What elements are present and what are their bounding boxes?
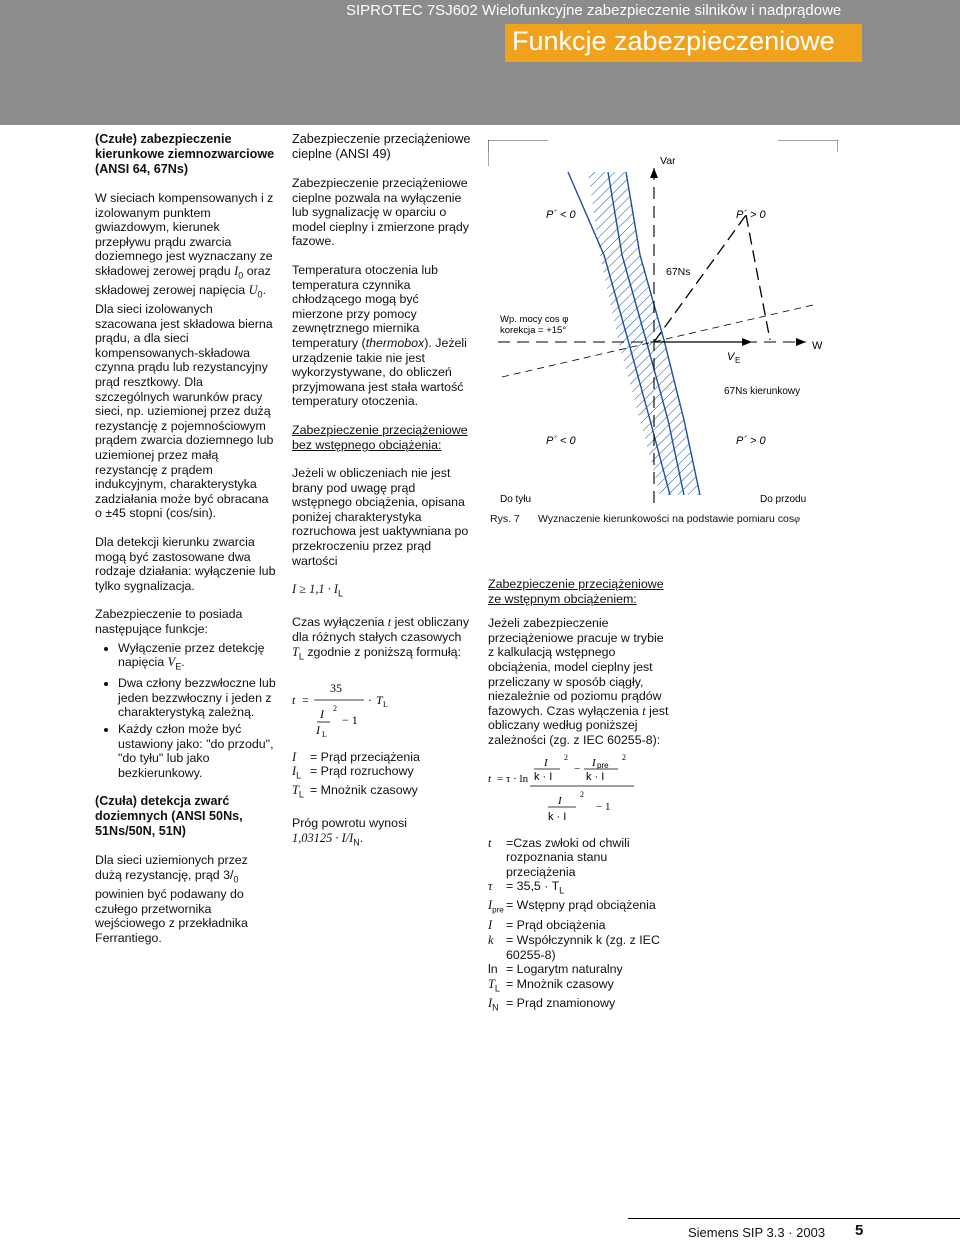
formula-Ipre-sub: pre: [597, 760, 609, 770]
section-title: Funkcje zabezpieczeniowe: [512, 26, 835, 56]
paragraph-67ns-intro: W sieciach kompensowanych i z izolowanym punktem gwiazdowym, kierunek przepływu prądu zwarcia doziemnego jest wyznaczany ze składowej zerowej prądu $I_0$ oraz składowej zerowej napięcia $U_0$. Dla sieci izolowanych szacowana jest składowa bierna prądu, a dla sieci kompensowanych-składowa czynna prądu lub rezystancyjny prąd resztkowy. Dla szczególnych warunków pracy sieci, np. uziemionej przez dużą rezystancję z pojemnościowym prądem zwarcia doziemnego lub uziemionej przez małą rezystancję z prądem indukcyjnym, charakterystyka zadziałania może być obracana o ±45 stopni (cos/sin).: [95, 191, 274, 521]
formula-t: t: [292, 692, 296, 707]
paragraph-ambient: Temperatura otoczenia lub temperatura czynnika chłodzącego mogą być mierzone przy pomocy zewnętrznego miernika temperatury (thermobox). Jeżeli urządzenie takie nie jest wykorzystywane, do obliczeń przyjmowana jest stała wartość temperatury otoczenia.: [292, 262, 467, 409]
definition-list: [292, 750, 472, 803]
paragraph-reset: Próg powrotu wynosi $1,03125 \cdot I/I_N$.: [292, 816, 408, 848]
formula-no-preload: [292, 678, 472, 740]
formula-dot: ·: [368, 692, 372, 707]
formula-sq1: 2: [564, 752, 568, 762]
label-fwd: Do przodu: [760, 494, 807, 505]
vector-67ns: [654, 215, 746, 342]
formula-TL: T: [376, 692, 383, 707]
list-item: • Każdy człon może być ustawiony jako: "do przodu", "do tyłu" lub jako bezkierunkowy.: [118, 722, 277, 780]
formula-sq2: 2: [622, 752, 626, 762]
formula-kIN-2: k · I: [586, 770, 605, 783]
formula-eq: = τ · ln: [497, 772, 529, 785]
label-p-neg-top: P´ < 0: [546, 209, 576, 221]
formula-kIN: k · I: [534, 770, 553, 783]
label-p-pos-bot: P´ > 0: [736, 435, 766, 447]
definition-row: ln = Logarytm naturalny: [488, 962, 623, 977]
label-back: Do tyłu: [500, 494, 532, 505]
formula-TL-sub: L: [383, 699, 388, 709]
label-ve: V: [727, 351, 735, 363]
formula-sq: 2: [333, 703, 337, 713]
formula-t: t: [488, 772, 492, 785]
footer-text: Siemens SIP 3.3 · 2003: [688, 1225, 826, 1240]
formula-minus1: − 1: [342, 712, 358, 727]
label-p-neg-bot: P´ < 0: [546, 435, 576, 447]
paragraph-trip-time: Czas wyłączenia t jest obliczany dla różnych stałych czasowych $T_L$ zgodnie z poniższą formułą:: [292, 615, 470, 661]
formula-sq3: 2: [580, 789, 584, 799]
formula-eq: =: [302, 692, 309, 707]
list-item: • Wyłączenie przez detekcję napięcia $V_E$.: [118, 641, 277, 675]
subheading-preload: Zabezpieczenie przeciążeniowe ze wstępnym obciążeniem:: [488, 577, 664, 606]
label-korekcja: korekcja = +15°: [500, 325, 567, 336]
figure-caption: Wyznaczenie kierunkowości na podstawie pomiaru cosφ: [538, 513, 800, 525]
list-item: • Dwa człony bezzwłoczne lub jeden bezzwłoczny i jeden z charakterystyką zależną.: [118, 676, 277, 720]
definition-row: t =Czas zwłoki od chwili rozpoznania stanu przeciążenia: [488, 835, 630, 879]
formula-IL-sub: L: [322, 729, 327, 739]
formula-Ipre: I: [592, 756, 596, 769]
heading-ansi49: Zabezpieczenie przeciążeniowe cieplne (ANSI 49): [292, 132, 471, 161]
label-p-pos-top: P´ > 0: [736, 209, 766, 221]
function-list: [95, 641, 277, 781]
paragraph-thermal-intro: Zabezpieczenie przeciążeniowe cieplne pozwala na wyłączenie lub sygnalizację w oparciu o model cieplny i zmierzone prądy fazowe.: [292, 176, 469, 249]
label-ve-sub: E: [735, 356, 741, 365]
page-number: 5: [855, 1222, 864, 1239]
definition-row: $I_{pre}$ = Wstępny prąd obciążenia: [488, 898, 656, 915]
vector-projection: [746, 215, 770, 340]
figure-caption-number: Rys. 7: [490, 513, 520, 525]
definition-list: [488, 836, 670, 1015]
column-2: [292, 132, 472, 864]
formula-num: 35: [330, 680, 342, 695]
heading-67ns: (Czułe) zabezpieczenie kierunkowe ziemnozwarciowe (ANSI 64, 67Ns): [95, 132, 275, 176]
label-wp: Wp. mocy cos φ: [500, 314, 569, 325]
column-1: [95, 132, 277, 959]
subheading-no-preload: Zabezpieczenie przeciążeniowe bez wstępnego obciążenia:: [292, 422, 468, 452]
paragraph-67ns-modes: Dla detekcji kierunku zwarcia mogą być zastosowane dwa rodzaje działania: wyłączenie lub tylko sygnalizacja.: [95, 535, 276, 593]
definition-row: $T_L$ = Mnożnik czasowy: [488, 976, 614, 994]
paragraph-50ns: Dla sieci uziemionych przez dużą rezystancję, prąd $3/_0$ powinien być podawany do czułego przetwornika wejściowego z przekładnika Ferrantiego.: [95, 853, 248, 945]
formula-kIN-3: k · I: [548, 810, 567, 823]
formula-minus: −: [574, 762, 581, 775]
label-67ns: 67Ns: [666, 266, 691, 278]
paragraph-no-preload: Jeżeli w obliczeniach nie jest brany pod uwagę prąd wstępnego obciążenia, opisana poniżej charakterystyka rozruchowa jest uaktywniana po przekroczeniu przez prąd wartości: [292, 466, 469, 568]
heading-50ns: (Czuła) detekcja zwarć doziemnych (ANSI 50Ns, 51Ns/50N, 51N): [95, 794, 243, 839]
definition-row: $I_N$ = Prąd znamionowy: [488, 995, 616, 1013]
definition-row: $T_L$ = Mnożnik czasowy: [292, 783, 418, 800]
column-3: [488, 577, 670, 1015]
pickup-condition: $I \ge 1,1 \cdot I_L$: [292, 582, 344, 599]
label-67ns-dir: 67Ns kierunkowy: [724, 386, 801, 397]
definition-row: I = Prąd obciążenia: [488, 918, 606, 933]
formula-IL: I: [316, 722, 320, 737]
formula-I: I: [544, 756, 548, 769]
formula-minus1: − 1: [596, 800, 611, 813]
footer-rule: [628, 1218, 960, 1219]
formula-preload: [488, 752, 670, 830]
paragraph-67ns-functions: Zabezpieczenie to posiada następujące funkcje:: [95, 607, 243, 636]
definition-row: I = Prąd przeciążenia: [292, 749, 420, 764]
paragraph-preload: Jeżeli zabezpieczenie przeciążeniowe pracuje w trybie z kalkulacją wstępnego obciążenia, model cieplny jest przeliczany w sposób ciągły, niezależnie od poziomu prądów fazowych. Czas wyłączenia t jest obliczany według poniższej zależności (zg. z IEC 60255-8):: [488, 616, 669, 747]
label-var: Var: [660, 155, 676, 167]
definition-row: k = Współczynnik k (zg. z IEC 60255-8): [488, 933, 660, 962]
formula-I: I: [320, 706, 324, 721]
formula-I-den: I: [558, 794, 562, 807]
definition-row: τ = $35,5 \cdot T_L$: [488, 879, 565, 896]
direction-diagram: [488, 140, 838, 525]
document-title: SIPROTEC 7SJ602 Wielofunkcyjne zabezpieczenie silników i nadprądowe: [346, 2, 842, 19]
label-w: W: [812, 340, 823, 352]
definition-row: $I_L$ = Prąd rozruchowy: [292, 764, 414, 781]
